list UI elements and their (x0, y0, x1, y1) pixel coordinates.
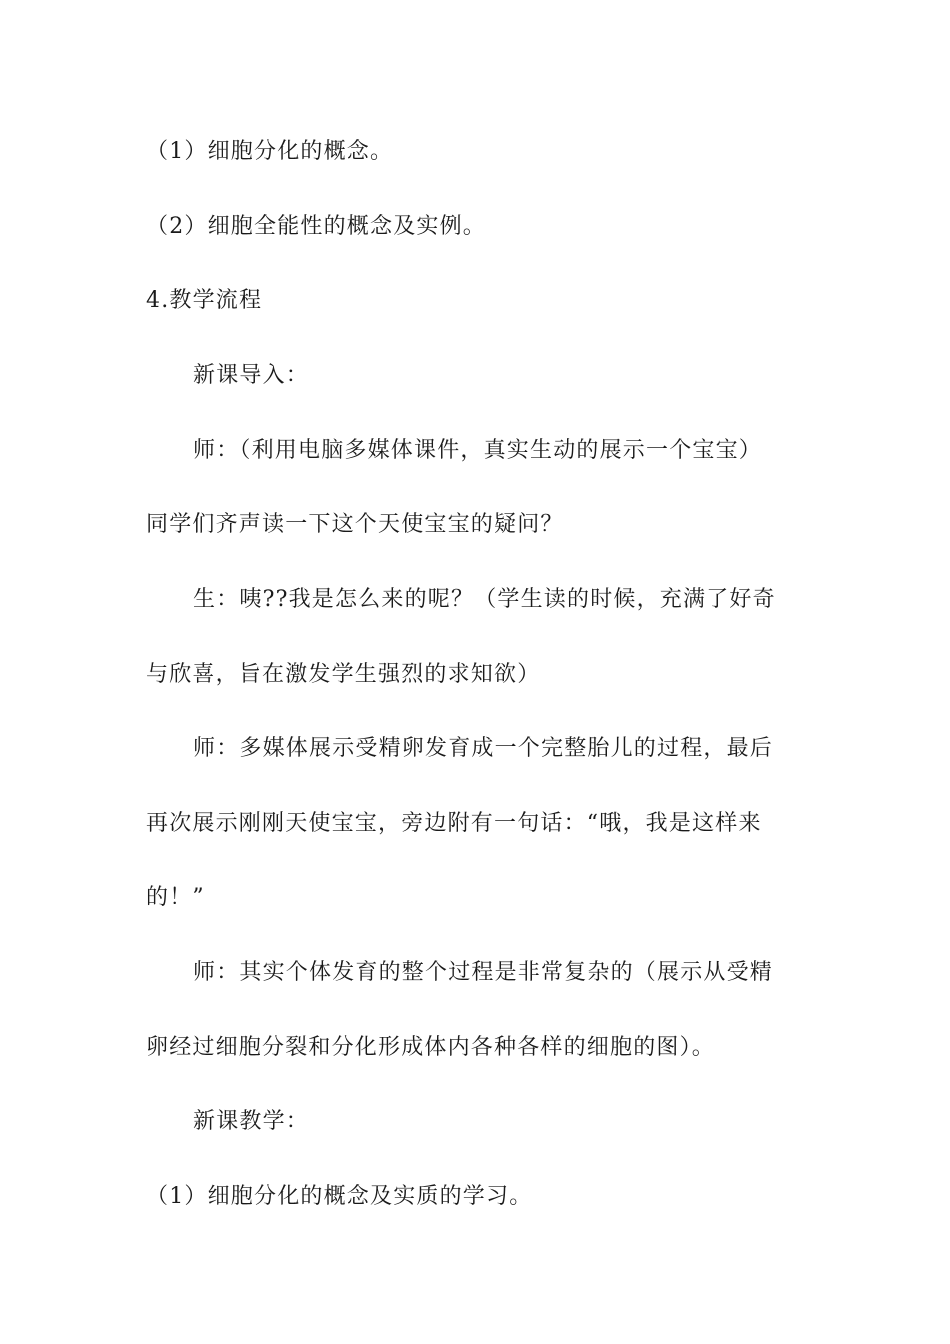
paragraph-teacher-2-line-1: 师：多媒体展示受精卵发育成一个完整胎儿的过程，最后 (193, 736, 774, 761)
subheading-new-lesson: 新课教学： (193, 1109, 310, 1134)
subheading-lesson-intro: 新课导入： (193, 363, 310, 388)
paragraph-teacher-2-line-3: 的！” (146, 885, 205, 910)
paragraph-student-line-2: 与欣喜，旨在激发学生强烈的求知欲） (146, 662, 541, 687)
paragraph-teacher-3-line-1: 师：其实个体发育的整个过程是非常复杂的（展示从受精 (193, 960, 774, 985)
section-heading-teaching-process: 4.教学流程 (146, 288, 263, 313)
paragraph-teacher-2-line-2: 再次展示刚刚天使宝宝，旁边附有一句话：“哦，我是这样来 (146, 811, 762, 836)
paragraph-teacher-3-line-2: 卵经过细胞分裂和分化形成体内各种各样的细胞的图）。 (146, 1035, 716, 1060)
item-2-totipotency: （2）细胞全能性的概念及实例。 (146, 214, 486, 239)
paragraph-teacher-1-line-1: 师：（利用电脑多媒体课件，真实生动的展示一个宝宝） (193, 438, 763, 463)
item-differentiation-essence: （1）细胞分化的概念及实质的学习。 (146, 1184, 533, 1209)
paragraph-student-line-1: 生：咦??我是怎么来的呢？（学生读的时候，充满了好奇 (193, 587, 776, 612)
item-1-concept-of-differentiation: （1）细胞分化的概念。 (146, 139, 394, 164)
paragraph-teacher-1-line-2: 同学们齐声读一下这个天使宝宝的疑问？ (146, 512, 564, 537)
